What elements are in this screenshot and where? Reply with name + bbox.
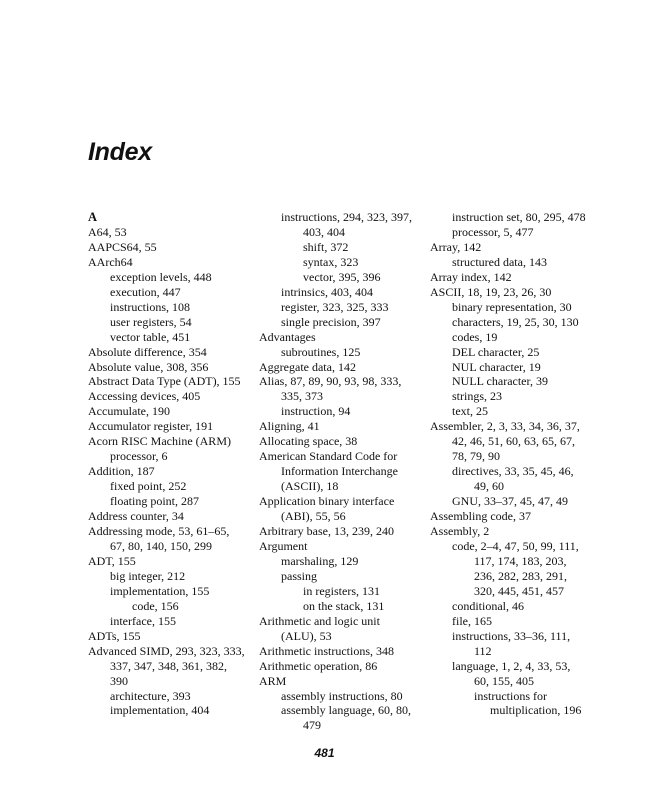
index-entry: GNU, 33–37, 45, 47, 49 <box>452 494 568 509</box>
index-column-1 <box>88 210 256 718</box>
index-letter-heading: A <box>88 210 98 224</box>
index-entry: fixed point, 252 <box>110 479 187 494</box>
index-column-3 <box>430 210 605 718</box>
index-entry: ADTs, 155 <box>88 628 141 643</box>
index-entry: subroutines, 125 <box>281 344 361 359</box>
index-entry: file, 165 <box>452 613 492 628</box>
index-entry: processor, 5, 477 <box>452 224 534 239</box>
index-entry: American Standard Code for <box>259 449 398 464</box>
index-entry: vector table, 451 <box>110 329 191 344</box>
index-entry: Arithmetic instructions, 348 <box>259 643 394 658</box>
index-entry: (ABI), 55, 56 <box>281 509 346 524</box>
index-entry: passing <box>281 568 317 583</box>
index-entry: floating point, 287 <box>110 494 199 509</box>
index-entry: exception levels, 448 <box>110 269 212 284</box>
index-entry: assembly instructions, 80 <box>281 688 403 703</box>
index-entry: Application binary interface <box>259 494 395 509</box>
index-entry: assembly language, 60, 80, <box>281 703 411 718</box>
index-entry: 112 <box>474 643 492 658</box>
index-entry: 117, 174, 183, 203, <box>474 553 567 568</box>
index-entry: on the stack, 131 <box>303 598 385 613</box>
index-entry: intrinsics, 403, 404 <box>281 284 373 299</box>
index-entry: register, 323, 325, 333 <box>281 299 389 314</box>
index-entry: 335, 373 <box>281 389 323 404</box>
index-entry: code, 156 <box>132 598 179 613</box>
index-entry: in registers, 131 <box>303 583 380 598</box>
index-entry: Allocating space, 38 <box>259 434 358 449</box>
index-entry: (ALU), 53 <box>281 628 332 643</box>
index-entry: implementation, 155 <box>110 583 210 598</box>
index-entry: Absolute value, 308, 356 <box>88 359 209 374</box>
index-entry: Accumulate, 190 <box>88 404 170 419</box>
index-entry: architecture, 393 <box>110 688 191 703</box>
index-entry: codes, 19 <box>452 329 498 344</box>
index-entry: syntax, 323 <box>303 254 359 269</box>
index-entry: conditional, 46 <box>452 598 524 613</box>
index-entry: single precision, 397 <box>281 314 381 329</box>
index-entry: Accumulator register, 191 <box>88 419 214 434</box>
index-entry: marshaling, 129 <box>281 553 359 568</box>
page-number: 481 <box>314 746 335 760</box>
index-entry: Array index, 142 <box>430 269 512 284</box>
index-entry: processor, 6 <box>110 449 168 464</box>
index-entry: binary representation, 30 <box>452 299 572 314</box>
index-entry: AArch64 <box>88 254 133 269</box>
index-entry: (ASCII), 18 <box>281 479 339 494</box>
index-entry: Assembling code, 37 <box>430 509 531 524</box>
index-entry: directives, 33, 35, 45, 46, <box>452 464 574 479</box>
index-entry: 337, 347, 348, 361, 382, <box>110 658 227 673</box>
index-entry: instructions for <box>474 688 547 703</box>
index-entry: Arithmetic operation, 86 <box>259 658 378 673</box>
index-entry: instruction set, 80, 295, 478 <box>452 210 586 224</box>
index-entry: shift, 372 <box>303 239 349 254</box>
index-entry: AAPCS64, 55 <box>88 239 157 254</box>
index-entry: instructions, 33–36, 111, <box>452 628 571 643</box>
index-entry: instruction, 94 <box>281 404 351 419</box>
index-entry: Abstract Data Type (ADT), 155 <box>88 374 241 389</box>
index-entry: big integer, 212 <box>110 568 186 583</box>
index-entry: Acorn RISC Machine (ARM) <box>88 434 231 449</box>
index-entry: Information Interchange <box>281 464 398 479</box>
index-entry: Alias, 87, 89, 90, 93, 98, 333, <box>259 374 402 389</box>
index-entry: 60, 155, 405 <box>474 673 534 688</box>
index-entry: 67, 80, 140, 150, 299 <box>110 538 212 553</box>
page-title: Index <box>88 138 152 166</box>
index-entry: Aggregate data, 142 <box>259 359 356 374</box>
index-entry: 49, 60 <box>474 479 504 494</box>
index-entry: text, 25 <box>452 404 488 419</box>
index-entry: Accessing devices, 405 <box>88 389 201 404</box>
index-entry: 390 <box>110 673 128 688</box>
index-entry: Assembler, 2, 3, 33, 34, 36, 37, <box>430 419 580 434</box>
index-entry: Arithmetic and logic unit <box>259 613 380 628</box>
index-entry: characters, 19, 25, 30, 130 <box>452 314 579 329</box>
index-entry: strings, 23 <box>452 389 503 404</box>
index-entry: Advantages <box>259 329 316 344</box>
index-entry: 403, 404 <box>303 224 345 239</box>
index-entry: user registers, 54 <box>110 314 192 329</box>
index-entry: DEL character, 25 <box>452 344 540 359</box>
index-entry: ARM <box>259 673 287 688</box>
index-entry: structured data, 143 <box>452 254 547 269</box>
index-entry: 479 <box>303 718 321 733</box>
index-entry: instructions, 294, 323, 397, <box>281 210 412 224</box>
index-entry: Absolute difference, 354 <box>88 344 207 359</box>
index-entry: vector, 395, 396 <box>303 269 381 284</box>
index-entry: interface, 155 <box>110 613 176 628</box>
index-entry: Arbitrary base, 13, 239, 240 <box>259 524 394 539</box>
index-entry: execution, 447 <box>110 284 181 299</box>
index-entry: Addition, 187 <box>88 464 155 479</box>
index-entry: ASCII, 18, 19, 23, 26, 30 <box>430 284 552 299</box>
index-entry: 78, 79, 90 <box>452 449 500 464</box>
index-entry: ADT, 155 <box>88 553 136 568</box>
index-entry: Argument <box>259 538 308 553</box>
index-entry: A64, 53 <box>88 224 127 239</box>
index-entry: multiplication, 196 <box>490 703 582 718</box>
index-entry: Advanced SIMD, 293, 323, 333, <box>88 643 245 658</box>
index-entry: 320, 445, 451, 457 <box>474 583 564 598</box>
index-entry: NUL character, 19 <box>452 359 541 374</box>
index-entry: Aligning, 41 <box>259 419 320 434</box>
index-entry: Address counter, 34 <box>88 509 184 524</box>
index-entry: code, 2–4, 47, 50, 99, 111, <box>452 538 579 553</box>
index-entry: Addressing mode, 53, 61–65, <box>88 524 230 539</box>
index-entry: language, 1, 2, 4, 33, 53, <box>452 658 571 673</box>
index-entry: instructions, 108 <box>110 299 190 314</box>
index-entry: 42, 46, 51, 60, 63, 65, 67, <box>452 434 575 449</box>
index-entry: Assembly, 2 <box>430 524 490 539</box>
index-column-2 <box>259 210 427 733</box>
index-entry: implementation, 404 <box>110 703 210 718</box>
index-entry: NULL character, 39 <box>452 374 549 389</box>
index-entry: Array, 142 <box>430 239 482 254</box>
index-entry: 236, 282, 283, 291, <box>474 568 567 583</box>
